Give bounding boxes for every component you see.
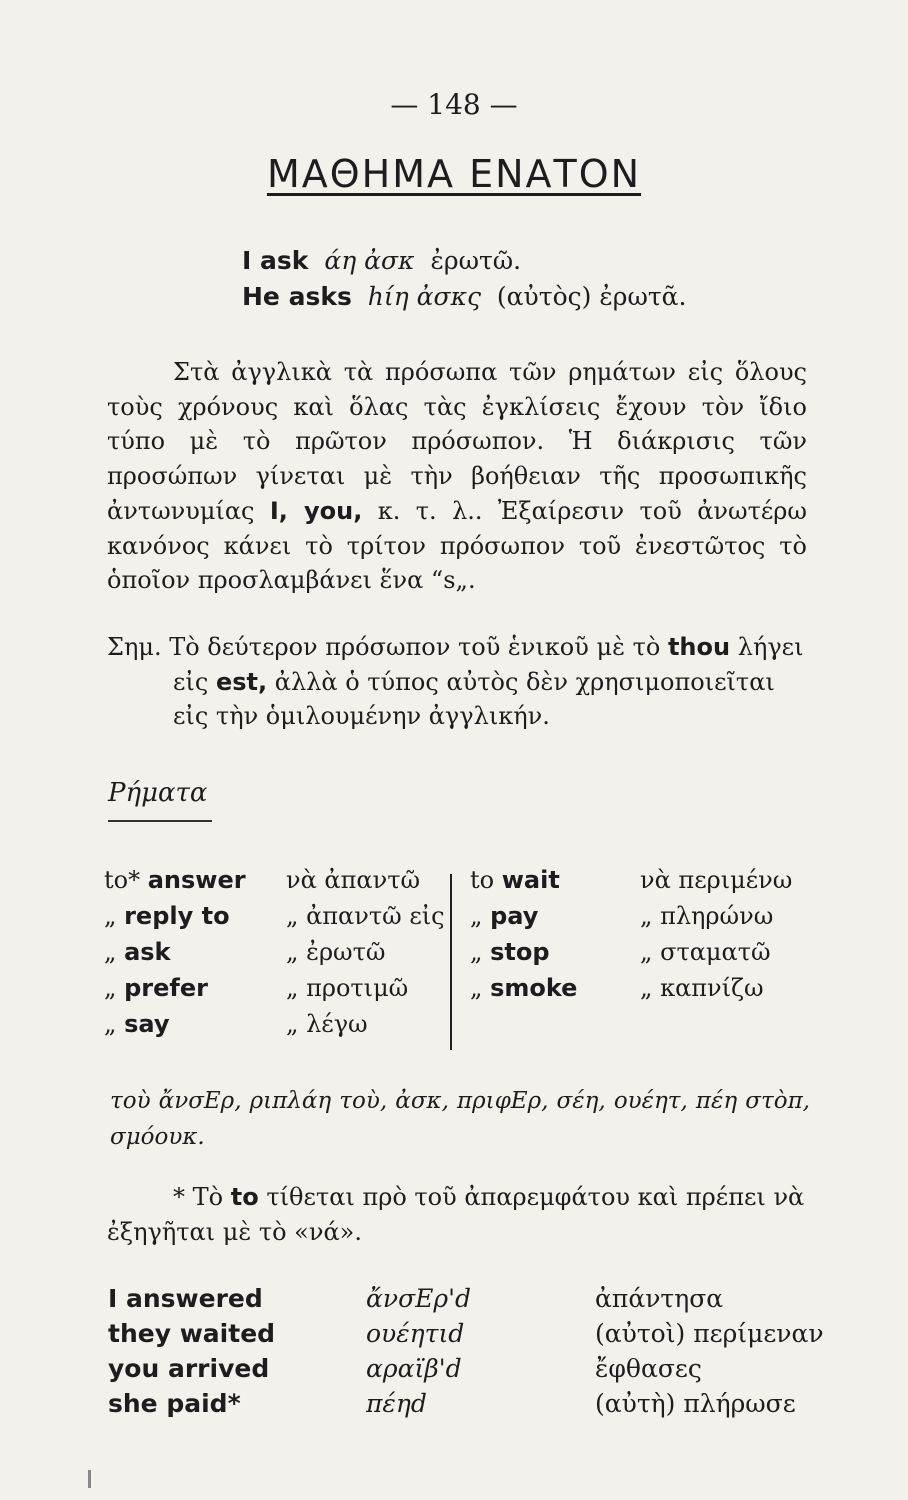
footnote-text: τίθεται πρὸ τοῦ ἀπαρεμφάτου καὶ πρέπει νὰ ἐξηγῆται μὲ τὸ «νά». (107, 1183, 805, 1246)
verb-english: say (124, 1010, 170, 1038)
example-pronunciation: άη ἀσκ (324, 246, 415, 275)
verb-greek: „ πληρώνω (640, 902, 774, 930)
note-text: εἰς (173, 667, 209, 696)
note-thou: thou (667, 633, 731, 661)
past-greek: (αὐτοὶ) περίμεναν (595, 1319, 824, 1348)
past-english: they waited (108, 1319, 276, 1348)
past-greek: ἔφθασες (595, 1354, 702, 1383)
verbs-heading-underline (108, 820, 212, 822)
example-greek: (αὐτὸς) ἐρωτᾶ. (496, 282, 687, 311)
verbs-heading: Ρήματα (108, 778, 208, 808)
past-pronunciation: πέηd (366, 1389, 427, 1418)
paper-speck (88, 1470, 91, 1488)
example-pronunciation: hίη ἀσκς (367, 282, 481, 311)
example-english: He asks (242, 282, 352, 311)
verb-prefix: „ (470, 938, 483, 966)
example-row (242, 282, 687, 311)
verb-prefix: to (470, 866, 495, 894)
page-number: — 148 — (390, 88, 518, 121)
rule-pronouns: I, you, (269, 496, 363, 525)
lesson-title-text: ΜΑΘΗΜΑ ΕΝΑΤΟΝ (266, 152, 642, 196)
verb-greek: „ προτιμῶ (286, 974, 409, 1002)
verb-english: reply to (124, 902, 230, 930)
lesson-title (0, 152, 908, 196)
verb-row (104, 902, 804, 937)
verb-english: pay (490, 902, 539, 930)
footnote (107, 1180, 807, 1250)
note-est: est, (215, 667, 268, 696)
past-form-row (108, 1319, 824, 1354)
verb-prefix: „ (470, 974, 483, 1002)
note-text: Σημ. Τὸ δεύτερον πρόσωπον τοῦ ἑνικοῦ μὲ τὸ (107, 633, 661, 661)
past-form-row (108, 1284, 808, 1319)
verb-row (104, 938, 804, 973)
verb-greek: νὰ περιμένω (640, 866, 793, 894)
verb-greek: „ ἐρωτῶ (286, 938, 386, 966)
verb-row (104, 974, 804, 1009)
past-pronunciation: ουέητιd (366, 1319, 465, 1348)
past-form-row (108, 1389, 808, 1424)
verb-greek: νὰ ἀπαντῶ (286, 866, 421, 894)
verb-english: smoke (490, 974, 578, 1002)
verb-greek: „ σταματῶ (640, 938, 771, 966)
note-line (107, 665, 817, 700)
past-english: she paid* (108, 1389, 241, 1418)
past-english: you arrived (108, 1354, 270, 1383)
past-greek: ἀπάντησα (595, 1284, 724, 1313)
footnote-text: * Τὸ (173, 1183, 224, 1211)
rule-text-cont: κ. τ. λ.. Ἐξαίρεσιν τοῦ ἀνωτέρω κανόνος κάνει τὸ τρίτον πρόσωπον τοῦ ἐνεστῶτος τὸ ὁποῖον προσλαμβάνει ἕνα “s„. (107, 496, 807, 595)
verb-english: prefer (124, 974, 208, 1002)
footnote-to: to (230, 1183, 259, 1211)
example-english: I ask (242, 246, 309, 275)
note-line: εἰς τὴν ὁμιλουμένην ἀγγλικήν. (173, 702, 550, 730)
verb-prefix: „ (104, 974, 117, 1002)
verb-english: answer (147, 866, 246, 894)
verb-prefix: „ (104, 938, 117, 966)
verb-prefix: to* (104, 866, 141, 894)
note-text: ἀλλὰ ὁ τύπος αὐτὸς δὲν χρησιμοποιεῖται (274, 667, 775, 696)
rule-text: Στὰ ἀγγλικὰ τὰ πρόσωπα τῶν ρημάτων εἰς ὅλους τοὺς χρόνους καὶ ὅλας τὰς ἐγκλίσεις ἔχουν τὸν ἴδιο τύπο μὲ τὸ πρῶτον πρόσωπον. Ἡ διάκρισις τῶν προσώπων γίνεται μὲ τὴν βοήθειαν τῆς προσωπικῆς ἀντωνυμίας (107, 358, 807, 525)
verb-greek: „ καπνίζω (640, 974, 764, 1002)
past-pronunciation: ἄνσΕρ'd (366, 1284, 471, 1313)
verb-greek: „ λέγω (286, 1010, 368, 1038)
verb-row (104, 866, 804, 901)
verb-prefix: „ (104, 902, 117, 930)
past-greek: (αὐτὴ) πλήρωσε (595, 1389, 796, 1418)
verbs-table (104, 866, 804, 1051)
rule-paragraph (107, 355, 807, 598)
note-text: λήγει (737, 633, 804, 661)
verb-prefix: „ (470, 902, 483, 930)
verb-english: stop (490, 938, 550, 966)
verb-prefix: „ (104, 1010, 117, 1038)
past-pronunciation: αραϊβ'd (366, 1354, 462, 1383)
example-greek: ἐρωτῶ. (430, 246, 522, 275)
verb-greek: „ ἀπαντῶ εἰς (286, 902, 445, 930)
past-english: I answered (108, 1284, 263, 1313)
pronunciation-line: τοὺ ἄνσΕρ, ριπλάη τοὺ, ἀσκ, πριφΕρ, σέη, ουέητ, πέη στὸπ, σμόουκ. (110, 1088, 810, 1150)
verb-english: ask (124, 938, 171, 966)
verb-english: wait (501, 866, 560, 894)
note-paragraph (107, 630, 817, 734)
example-row (242, 246, 521, 275)
verb-row (104, 1010, 804, 1045)
past-form-row (108, 1354, 808, 1389)
